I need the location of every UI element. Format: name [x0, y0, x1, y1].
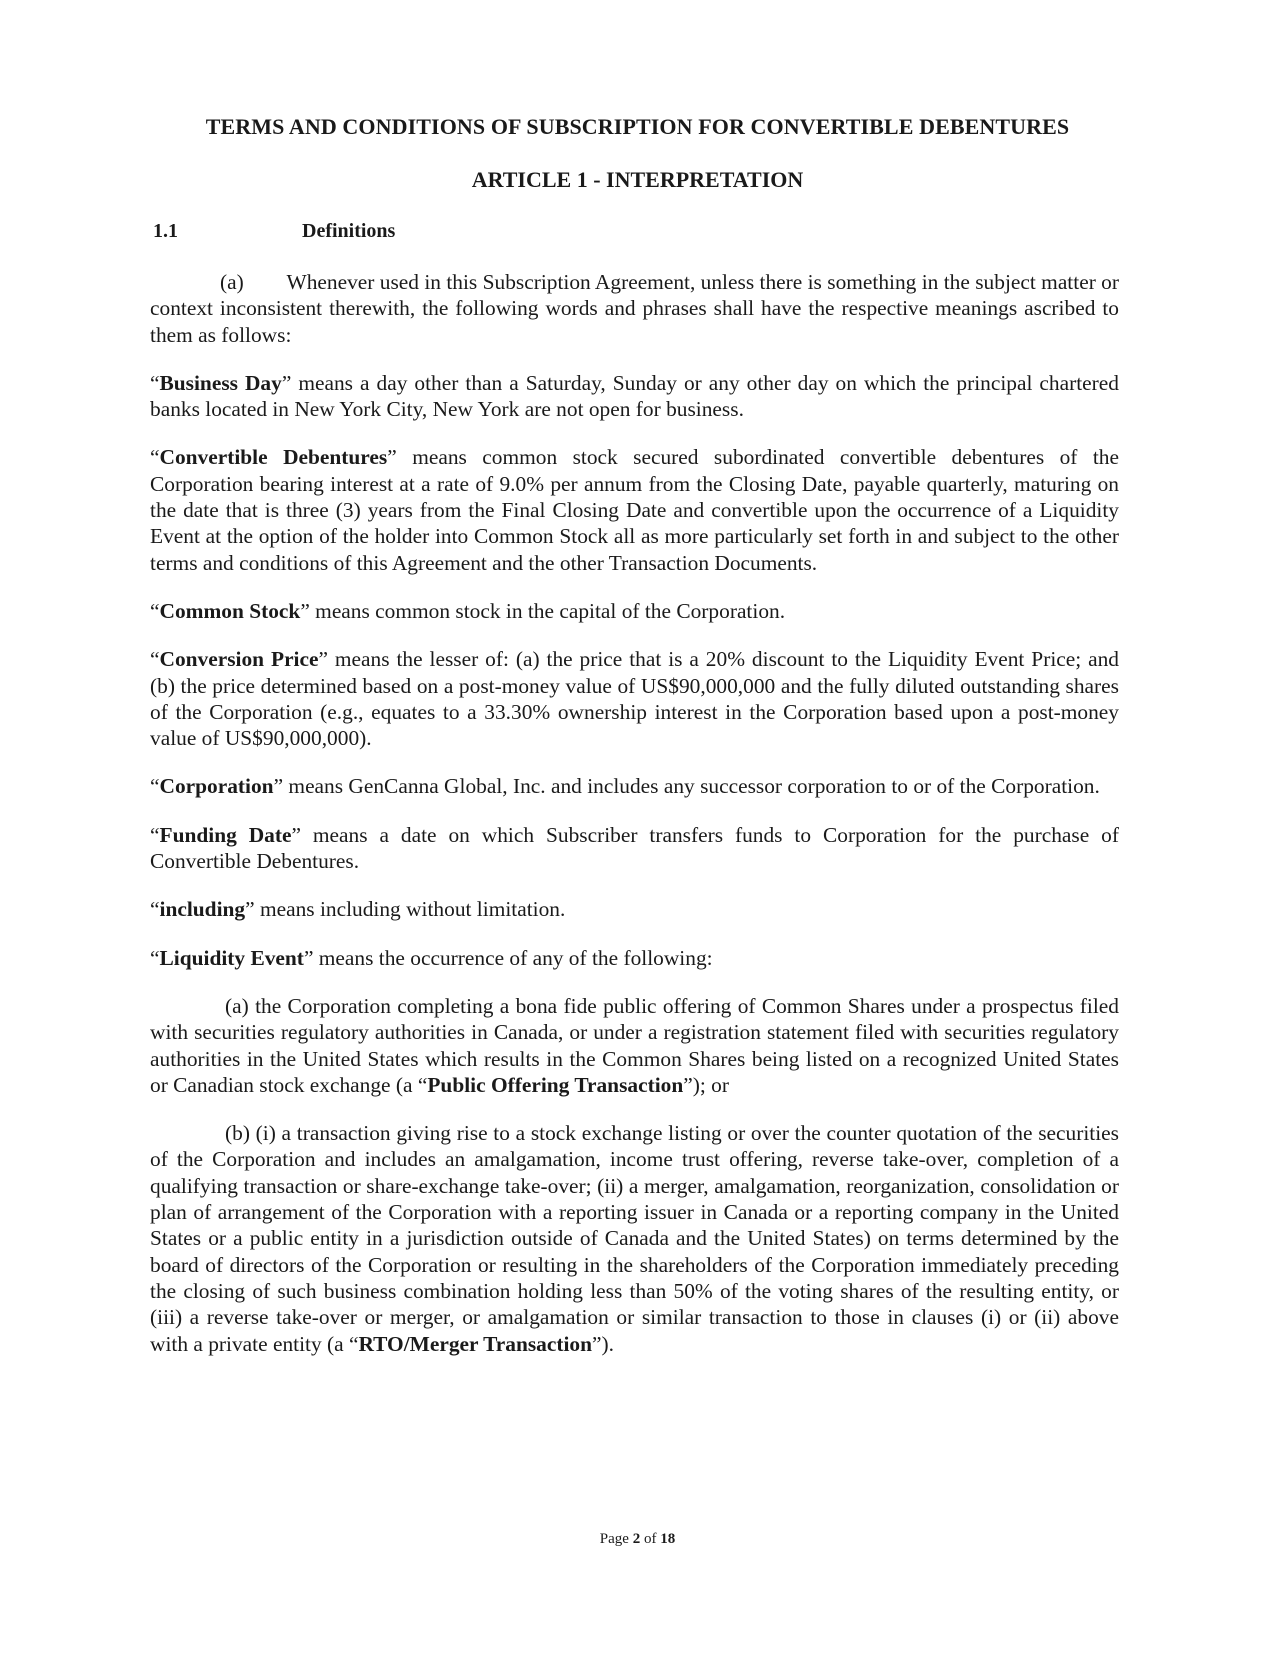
- definition-text: means the lesser of: (a) the price that is a 20% discount to the Liquidity Event Price; and (b) the price determined based on a post-money value of US$90,000,000 and the fully diluted outstanding shares of the Corporation (e.g., equates to a 33.30% ownership interest in the Corporation based upon a post-money value of US$90,000,000).: [150, 647, 1119, 751]
- definition-text: means common stock in the capital of the Corporation.: [309, 598, 786, 623]
- definition-convertible-debentures: “Convertible Debentures” means common stock secured subordinated convertible debentures of the Corporation bearing interest at a rate of 9.0% per annum from the Closing Date, payable quarterly, maturing on the date that is three (3) years from the Final Closing Date and convertible upon the occurrence of a Liquidity Event at the option of the holder into Common Stock all as more particularly set forth in and subject to the other terms and conditions of this Agreement and the other Transaction Documents.: [150, 445, 1120, 575]
- definition-conversion-price: “Conversion Price” means the lesser of: (a) the price that is a 20% discount to the Liquidity Event Price; and (b) the price determined based on a post-money value of US$90,000,000 and the fully diluted outstanding shares of the Corporation (e.g., equates to a 33.30% ownership interest in the Corporation based upon a post-money value of US$90,000,000).: [150, 647, 1119, 751]
- definition-corporation: “Corporation” means GenCanna Global, Inc. and includes any successor corporation to or of the Corporation.: [150, 774, 1100, 799]
- page-total: 18: [660, 1531, 676, 1547]
- definition-common-stock: “Common Stock” means common stock in the capital of the Corporation.: [150, 598, 786, 623]
- page-current: 2: [632, 1531, 641, 1547]
- subclause-tail: ”); or: [683, 1072, 729, 1097]
- subclause-text: (b) (i) a transaction giving rise to a stock exchange listing or over the counter quotation of the securities of the Corporation and includes an amalgamation, income trust offering, reverse take-over, completion of a qualifying transaction or share-exchange take-over; (ii) a merger, amalgamation, reorganization, consolidation or plan of arrangement of the Corporation with a reporting issuer in Canada or a reporting company in the United States or a public entity in a jurisdiction outside of Canada and the United States) on terms determined by the board of directors of the Corporation or resulting in the shareholders of the Corporation immediately preceding the closing of such business combination holding less than 50% of the voting shares of the resulting entity, or (iii) a reverse take-over or merger, or amalgamation or similar transaction to those in clauses (i) or (ii) above with a private entity (a “: [150, 1121, 1119, 1356]
- defined-term: Corporation: [159, 774, 274, 799]
- definition-business-day: “Business Day” means a day other than a Saturday, Sunday or any other day on which the principal chartered banks located in New York City, New York are not open for business.: [150, 370, 1119, 422]
- definition-text: means a day other than a Saturday, Sunday or any other day on which the principal chartered banks located in New York City, New York are not open for business.: [150, 370, 1119, 422]
- defined-term: Convertible Debentures: [159, 445, 388, 470]
- document-title: TERMS AND CONDITIONS OF SUBSCRIPTION FOR CONVERTIBLE DEBENTURES: [205, 114, 1070, 139]
- definition-liquidity-event: “Liquidity Event” means the occurrence of any of the following:: [150, 945, 713, 970]
- subclause-a: [150, 993, 1119, 1098]
- defined-term: RTO/Merger Transaction: [358, 1331, 593, 1356]
- defined-term: Public Offering Transaction: [427, 1072, 684, 1097]
- defined-term: Common Stock: [159, 598, 301, 623]
- page-footer: [0, 1531, 1275, 1548]
- defined-term: Liquidity Event: [159, 945, 304, 970]
- definition-text: means including without limitation.: [254, 897, 566, 922]
- defined-term: Business Day: [159, 370, 282, 395]
- subclause-tail: ”).: [592, 1331, 614, 1356]
- section-title: Definitions: [302, 220, 396, 242]
- section-number: 1.1: [153, 220, 178, 242]
- document-body: [150, 269, 1119, 1379]
- definition-text: means the occurrence of any of the following:: [313, 945, 713, 970]
- definition-text: means common stock secured subordinated convertible debentures of the Corporation bearing interest at a rate of 9.0% per annum from the Closing Date, payable quarterly, maturing on the date that is three (3) years from the Final Closing Date and convertible upon the occurrence of a Liquidity Event at the option of the holder into Common Stock all as more particularly set forth in and subject to the other terms and conditions of this Agreement and the other Transaction Documents.: [150, 445, 1120, 575]
- definition-funding-date: “Funding Date” means a date on which Subscriber transfers funds to Corporation for the purchase of Convertible Debentures.: [150, 822, 1119, 874]
- subclause-text: (a) the Corporation completing a bona fide public offering of Common Shares under a prospectus filed with securities regulatory authorities in Canada, or under a registration statement filed with securities regulatory authorities in the United States which results in the Common Shares being listed on a recognized United States or Canadian stock exchange (a “: [150, 993, 1119, 1097]
- definition-including: “including” means including without limitation.: [150, 897, 566, 922]
- intro-paragraph: (a) Whenever used in this Subscription Agreement, unless there is something in the subject matter or context inconsistent therewith, the following words and phrases shall have the respective meanings ascribed to them as follows:: [150, 270, 1119, 347]
- defined-term: Conversion Price: [159, 647, 319, 672]
- defined-term: Funding Date: [159, 822, 292, 847]
- defined-term: including: [159, 897, 246, 922]
- definition-text: means GenCanna Global, Inc. and includes any successor corporation to or of the Corporation.: [283, 774, 1100, 799]
- subclause-b: [150, 1120, 1119, 1357]
- page-label: Page: [599, 1531, 633, 1547]
- page-of: of: [640, 1531, 661, 1547]
- definition-text: means a date on which Subscriber transfers funds to Corporation for the purchase of Convertible Debentures.: [150, 822, 1119, 874]
- article-heading: ARTICLE 1 - INTERPRETATION: [471, 167, 804, 192]
